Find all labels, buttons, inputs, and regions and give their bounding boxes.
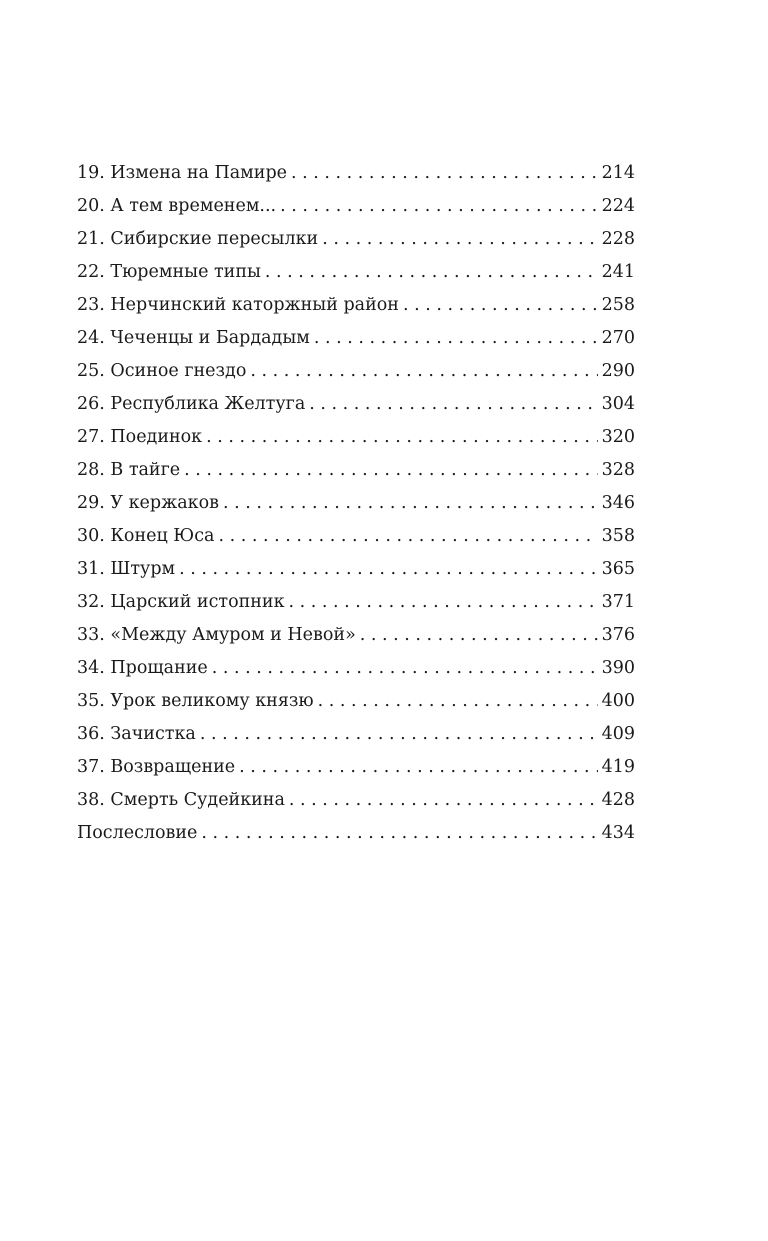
toc-page-number: 409 [601, 724, 635, 744]
table-of-contents [77, 157, 635, 850]
toc-page-number: 224 [601, 196, 635, 216]
toc-leader [289, 784, 598, 817]
toc-title: 22. Тюремные типы [77, 262, 261, 282]
toc-page-number: 270 [601, 328, 635, 348]
toc-title: Послесловие [77, 823, 198, 843]
toc-leader [280, 190, 597, 223]
toc-leader [318, 685, 598, 718]
toc-title: 29. У кержаков [77, 493, 219, 513]
toc-title: 28. В тайге [77, 460, 181, 480]
toc-title: 20. А тем временем... [77, 196, 277, 216]
toc-entry-23[interactable] [77, 289, 635, 322]
toc-entry-22[interactable] [77, 256, 635, 289]
toc-leader [206, 421, 597, 454]
toc-entry-20[interactable] [77, 190, 635, 223]
toc-title: 37. Возвращение [77, 757, 236, 777]
toc-leader [314, 322, 598, 355]
toc-leader [403, 289, 598, 322]
toc-leader [289, 586, 598, 619]
toc-page-number: 390 [601, 658, 635, 678]
toc-entry-37[interactable] [77, 751, 635, 784]
toc-entry-28[interactable] [77, 454, 635, 487]
toc-entry-21[interactable] [77, 223, 635, 256]
toc-leader [179, 553, 597, 586]
toc-leader [291, 157, 598, 190]
toc-entry-27[interactable] [77, 421, 635, 454]
toc-title: 34. Прощание [77, 658, 208, 678]
toc-leader [201, 817, 597, 850]
toc-leader [223, 487, 598, 520]
toc-leader [360, 619, 598, 652]
toc-title: 21. Сибирские пересылки [77, 229, 319, 249]
toc-entry-38[interactable] [77, 784, 635, 817]
toc-entry-19[interactable] [77, 157, 635, 190]
toc-title: 19. Измена на Памире [77, 163, 288, 183]
toc-leader [250, 355, 597, 388]
toc-page-number: 400 [601, 691, 635, 711]
toc-page-number: 428 [601, 790, 635, 810]
toc-leader [265, 256, 598, 289]
toc-leader [200, 718, 598, 751]
toc-leader [239, 751, 597, 784]
toc-page-number: 258 [601, 295, 635, 315]
toc-page-number: 346 [601, 493, 635, 513]
toc-page-number: 214 [601, 163, 635, 183]
toc-title: 25. Осиное гнездо [77, 361, 247, 381]
toc-page-number: 419 [601, 757, 635, 777]
toc-entry-34[interactable] [77, 652, 635, 685]
toc-title: 35. Урок великому князю [77, 691, 314, 711]
toc-page-number: 328 [601, 460, 635, 480]
toc-entry-33[interactable] [77, 619, 635, 652]
toc-page-number: 358 [601, 526, 635, 546]
toc-page-number: 290 [601, 361, 635, 381]
toc-entry-30[interactable] [77, 520, 635, 553]
toc-title: 27. Поединок [77, 427, 203, 447]
toc-title: 36. Зачистка [77, 724, 196, 744]
toc-entry-32[interactable] [77, 586, 635, 619]
toc-entry-35[interactable] [77, 685, 635, 718]
toc-title: 38. Смерть Судейкина [77, 790, 285, 810]
toc-page-number: 371 [601, 592, 635, 612]
toc-page-number: 434 [601, 823, 635, 843]
toc-entry-31[interactable] [77, 553, 635, 586]
toc-title: 30. Конец Юса [77, 526, 215, 546]
toc-entry-29[interactable] [77, 487, 635, 520]
toc-entry-25[interactable] [77, 355, 635, 388]
toc-entry-26[interactable] [77, 388, 635, 421]
toc-leader [322, 223, 597, 256]
toc-leader [184, 454, 597, 487]
toc-entry-36[interactable] [77, 718, 635, 751]
toc-title: 33. «Между Амуром и Невой» [77, 625, 356, 645]
toc-page-number: 376 [601, 625, 635, 645]
toc-page-number: 228 [601, 229, 635, 249]
toc-leader [218, 520, 597, 553]
toc-title: 24. Чеченцы и Бардадым [77, 328, 310, 348]
toc-page-number: 365 [601, 559, 635, 579]
toc-page-number: 320 [601, 427, 635, 447]
toc-page-number: 241 [601, 262, 635, 282]
toc-page-number: 304 [601, 394, 635, 414]
toc-leader [309, 388, 597, 421]
toc-title: 23. Нерчинский каторжный район [77, 295, 399, 315]
toc-title: 31. Штурм [77, 559, 176, 579]
toc-title: 32. Царский истопник [77, 592, 285, 612]
toc-entry-afterword[interactable] [77, 817, 635, 850]
toc-leader [212, 652, 598, 685]
toc-entry-24[interactable] [77, 322, 635, 355]
toc-title: 26. Республика Желтуга [77, 394, 306, 414]
